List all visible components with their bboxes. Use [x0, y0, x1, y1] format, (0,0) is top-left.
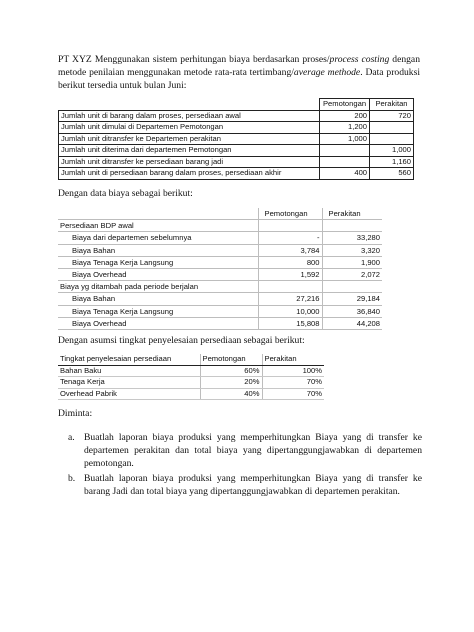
col-header-tingkat: Tingkat penyelesaian persediaan	[58, 354, 200, 365]
cell-perakitan: 70%	[262, 377, 324, 389]
intro-text-2: dengan metode penilaian menggunakan metode rata-rata tertimbang/	[58, 54, 420, 79]
table-row	[58, 317, 382, 329]
cell-perakitan: 100%	[262, 365, 324, 377]
table-row	[58, 388, 324, 400]
table-row	[58, 256, 382, 268]
cell-pemotongan	[258, 281, 322, 293]
row-label: Jumlah unit ditransfer ke persediaan barang jadi	[59, 156, 320, 168]
completion-table	[58, 354, 324, 400]
table-row	[58, 268, 382, 280]
cell-pemotongan: 1,000	[320, 133, 370, 145]
cell-perakitan	[370, 122, 414, 134]
table-header-row	[59, 99, 414, 111]
row-label: Jumlah unit di barang dalam proses, persediaan awal	[59, 110, 320, 122]
cell-pemotongan	[320, 145, 370, 157]
cell-pemotongan	[320, 156, 370, 168]
cell-pemotongan: 60%	[200, 365, 262, 377]
row-label: Biaya Bahan	[58, 293, 258, 305]
row-label: Biaya dari departemen sebelumnya	[58, 232, 258, 244]
cost-data-table	[58, 208, 382, 330]
table-row	[59, 156, 414, 168]
task-text: Buatlah laporan biaya produksi yang memperhitungkan Biaya yang di transfer ke barang Jadi dan total biaya yang dipertanggungjawabkan di departemen perakitan.	[84, 472, 422, 497]
cell-perakitan: 560	[370, 168, 414, 180]
row-label: Tenaga Kerja	[58, 377, 200, 389]
cell-perakitan: 1,900	[322, 256, 382, 268]
table-row	[58, 232, 382, 244]
intro-paragraph	[58, 53, 420, 93]
intro-italic-1: process costing	[329, 54, 390, 65]
col-header-perakitan: Perakitan	[322, 208, 382, 220]
cell-perakitan	[322, 220, 382, 232]
list-marker: a.	[68, 432, 75, 443]
table-row	[59, 110, 414, 122]
table-row	[59, 168, 414, 180]
col-header-perakitan: Perakitan	[370, 99, 414, 111]
cell-pemotongan: 15,808	[258, 317, 322, 329]
intro-italic-2: average methode	[293, 67, 361, 79]
table-row	[59, 133, 414, 145]
cell-pemotongan: 1,592	[258, 268, 322, 280]
row-label: Jumlah unit ditransfer ke Departemen perakitan	[59, 133, 320, 145]
cell-perakitan: 36,840	[322, 305, 382, 317]
cell-perakitan: 2,072	[322, 268, 382, 280]
cell-perakitan: 33,280	[322, 232, 382, 244]
row-label: Overhead Pabrik	[58, 388, 200, 400]
row-label: Bahan Baku	[58, 365, 200, 377]
cell-pemotongan: 3,784	[258, 244, 322, 256]
cell-perakitan: 720	[370, 110, 414, 122]
cell-pemotongan: 800	[258, 256, 322, 268]
table-row	[59, 145, 414, 157]
cell-pemotongan: 10,000	[258, 305, 322, 317]
cell-pemotongan	[258, 220, 322, 232]
row-label: Biaya Overhead	[58, 317, 258, 329]
task-text: Buatlah laporan biaya produksi yang memperhitungkan Biaya yang di transfer ke departemen perakitan dan total biaya yang dipertanggungjawabkan di departemen pemotongan.	[84, 432, 422, 470]
table-header-row	[58, 208, 382, 220]
list-item	[58, 472, 422, 498]
table-row	[58, 293, 382, 305]
cell-pemotongan: 20%	[200, 377, 262, 389]
table-row	[58, 220, 382, 232]
row-label: Biaya Tenaga Kerja Langsung	[58, 305, 258, 317]
cell-perakitan: 1,000	[370, 145, 414, 157]
row-label: Jumlah unit diterima dari departemen Pemotongan	[59, 145, 320, 157]
cost-intro: Dengan data biaya sebagai berikut:	[58, 188, 193, 199]
diminta-heading: Diminta:	[58, 408, 93, 419]
col-header-pemotongan: Pemotongan	[258, 208, 322, 220]
cell-perakitan: 3,320	[322, 244, 382, 256]
cell-pemotongan: -	[258, 232, 322, 244]
cell-perakitan	[322, 281, 382, 293]
table-row	[59, 122, 414, 134]
table-row	[58, 244, 382, 256]
cell-perakitan: 29,184	[322, 293, 382, 305]
col-header-perakitan: Perakitan	[262, 354, 324, 365]
row-label: Persediaan BDP awal	[58, 220, 258, 232]
cell-perakitan	[370, 133, 414, 145]
cell-pemotongan: 40%	[200, 388, 262, 400]
table-row	[58, 281, 382, 293]
row-label: Biaya Overhead	[58, 268, 258, 280]
list-item	[58, 431, 422, 471]
cell-pemotongan: 1,200	[320, 122, 370, 134]
row-label: Jumlah unit dimulai di Departemen Pemotongan	[59, 122, 320, 134]
assumption-intro: Dengan asumsi tingkat penyelesaian persediaan sebagai berikut:	[58, 335, 305, 346]
cell-pemotongan: 400	[320, 168, 370, 180]
col-header-pemotongan: Pemotongan	[200, 354, 262, 365]
cell-perakitan: 1,160	[370, 156, 414, 168]
task-list	[58, 431, 422, 498]
intro-text-3: . Data produksi berikut tersedia untuk bulan Juni:	[58, 67, 420, 92]
intro-text-1: PT XYZ Menggunakan sistem perhitungan biaya berdasarkan proses/	[58, 54, 330, 65]
row-label: Biaya yg ditambah pada periode berjalan	[58, 281, 258, 293]
row-label: Biaya Bahan	[58, 244, 258, 256]
table-row	[58, 377, 324, 389]
table-header-row	[58, 354, 324, 365]
cell-perakitan: 70%	[262, 388, 324, 400]
cell-pemotongan: 27,216	[258, 293, 322, 305]
cell-pemotongan: 200	[320, 110, 370, 122]
table-row	[58, 305, 382, 317]
row-label: Biaya Tenaga Kerja Langsung	[58, 256, 258, 268]
row-label: Jumlah unit di persediaan barang dalam proses, persediaan akhir	[59, 168, 320, 180]
cell-perakitan: 44,208	[322, 317, 382, 329]
col-header-pemotongan: Pemotongan	[320, 99, 370, 111]
table-row	[58, 365, 324, 377]
list-marker: b.	[68, 472, 76, 484]
production-data-table	[58, 98, 414, 180]
